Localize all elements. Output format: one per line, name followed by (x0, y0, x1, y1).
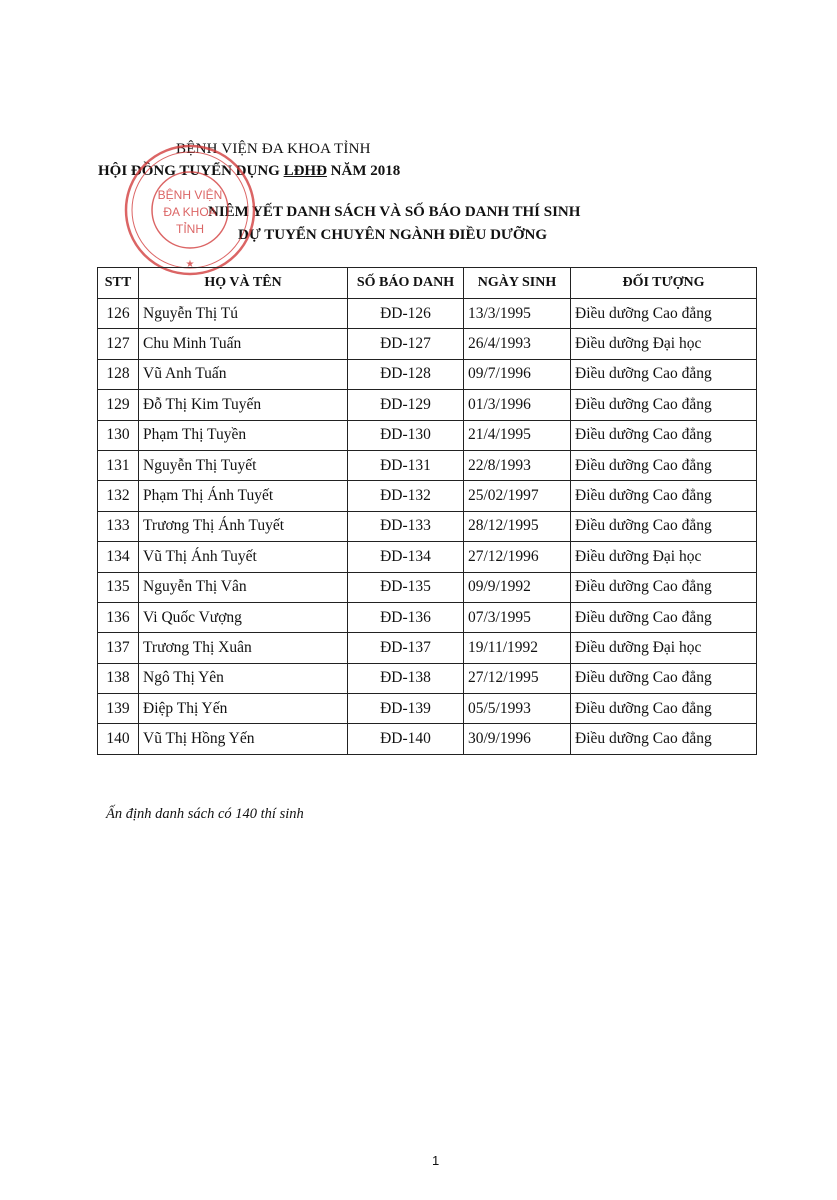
cell-category: Điều dưỡng Cao đẳng (571, 299, 757, 329)
cell-candidate-number: ĐD-127 (348, 329, 464, 359)
cell-name: Ngô Thị Yên (139, 663, 348, 693)
cell-stt: 126 (98, 299, 139, 329)
cell-name: Chu Minh Tuấn (139, 329, 348, 359)
cell-stt: 128 (98, 359, 139, 389)
table-row (98, 359, 757, 389)
table-row (98, 633, 757, 663)
cell-birthdate: 05/5/1993 (464, 694, 571, 724)
candidate-table (97, 267, 757, 755)
table-row (98, 663, 757, 693)
council-abbrev: LĐHĐ (283, 163, 327, 179)
cell-stt: 130 (98, 420, 139, 450)
cell-stt: 139 (98, 694, 139, 724)
cell-category: Điều dưỡng Cao đẳng (571, 390, 757, 420)
cell-candidate-number: ĐD-134 (348, 542, 464, 572)
cell-name: Phạm Thị Tuyền (139, 420, 348, 450)
cell-category: Điều dưỡng Cao đẳng (571, 481, 757, 511)
page-number: 1 (432, 1153, 440, 1168)
cell-stt: 129 (98, 390, 139, 420)
cell-stt: 138 (98, 663, 139, 693)
cell-name: Vũ Thị Hồng Yến (139, 724, 348, 754)
table-row (98, 724, 757, 754)
cell-birthdate: 25/02/1997 (464, 481, 571, 511)
cell-category: Điều dưỡng Đại học (571, 329, 757, 359)
cell-category: Điều dưỡng Cao đẳng (571, 359, 757, 389)
stamp-text-2: ĐA KHOA (163, 205, 217, 219)
cell-stt: 137 (98, 633, 139, 663)
cell-birthdate: 07/3/1995 (464, 602, 571, 632)
organization-name: BỆNH VIỆN ĐA KHOA TỈNH (176, 141, 371, 157)
official-stamp (120, 140, 260, 280)
col-header-name: HỌ VÀ TÊN (139, 268, 348, 299)
cell-birthdate: 28/12/1995 (464, 511, 571, 541)
table-row (98, 329, 757, 359)
cell-name: Vi Quốc Vượng (139, 602, 348, 632)
cell-candidate-number: ĐD-132 (348, 481, 464, 511)
cell-category: Điều dưỡng Cao đẳng (571, 663, 757, 693)
cell-category: Điều dưỡng Đại học (571, 542, 757, 572)
cell-name: Trương Thị Xuân (139, 633, 348, 663)
cell-name: Phạm Thị Ánh Tuyết (139, 481, 348, 511)
cell-candidate-number: ĐD-128 (348, 359, 464, 389)
cell-category: Điều dưỡng Cao đẳng (571, 602, 757, 632)
cell-birthdate: 26/4/1993 (464, 329, 571, 359)
cell-candidate-number: ĐD-126 (348, 299, 464, 329)
col-header-category: ĐỐI TƯỢNG (571, 268, 757, 299)
col-header-candidate-number: SỐ BÁO DANH (348, 268, 464, 299)
cell-candidate-number: ĐD-140 (348, 724, 464, 754)
table-row (98, 420, 757, 450)
cell-category: Điều dưỡng Cao đẳng (571, 694, 757, 724)
cell-candidate-number: ĐD-130 (348, 420, 464, 450)
cell-birthdate: 19/11/1992 (464, 633, 571, 663)
cell-name: Vũ Thị Ánh Tuyết (139, 542, 348, 572)
cell-name: Nguyễn Thị Tuyết (139, 450, 348, 480)
cell-category: Điều dưỡng Cao đẳng (571, 572, 757, 602)
cell-category: Điều dưỡng Cao đẳng (571, 724, 757, 754)
cell-category: Điều dưỡng Cao đẳng (571, 450, 757, 480)
council-suffix: NĂM 2018 (326, 163, 401, 179)
table-row (98, 602, 757, 632)
table-row (98, 450, 757, 480)
col-header-stt: STT (98, 268, 139, 299)
council-prefix: HỘI ĐỒNG TUYỂN DỤNG (98, 163, 284, 179)
cell-stt: 136 (98, 602, 139, 632)
table-row (98, 390, 757, 420)
cell-name: Nguyễn Thị Vân (139, 572, 348, 602)
cell-stt: 131 (98, 450, 139, 480)
cell-name: Đỗ Thị Kim Tuyến (139, 390, 348, 420)
cell-stt: 134 (98, 542, 139, 572)
cell-stt: 132 (98, 481, 139, 511)
cell-birthdate: 01/3/1996 (464, 390, 571, 420)
cell-stt: 133 (98, 511, 139, 541)
cell-birthdate: 27/12/1996 (464, 542, 571, 572)
col-header-birthdate: NGÀY SINH (464, 268, 571, 299)
cell-candidate-number: ĐD-136 (348, 602, 464, 632)
stamp-text-3: TỈNH (176, 222, 204, 236)
cell-birthdate: 27/12/1995 (464, 663, 571, 693)
cell-candidate-number: ĐD-131 (348, 450, 464, 480)
cell-category: Điều dưỡng Cao đẳng (571, 420, 757, 450)
document-title-line1: NIÊM YẾT DANH SÁCH VÀ SỐ BÁO DANH THÍ SINH (208, 204, 581, 220)
cell-category: Điều dưỡng Cao đẳng (571, 511, 757, 541)
table-row (98, 481, 757, 511)
stamp-star: ★ (185, 259, 195, 270)
table-row (98, 511, 757, 541)
cell-category: Điều dưỡng Đại học (571, 633, 757, 663)
stamp-text-1: BỆNH VIỆN (157, 188, 223, 202)
cell-candidate-number: ĐD-138 (348, 663, 464, 693)
table-row (98, 542, 757, 572)
cell-birthdate: 22/8/1993 (464, 450, 571, 480)
cell-birthdate: 13/3/1995 (464, 299, 571, 329)
cell-candidate-number: ĐD-135 (348, 572, 464, 602)
table-row (98, 299, 757, 329)
table-header-row (98, 268, 757, 299)
cell-name: Vũ Anh Tuấn (139, 359, 348, 389)
cell-stt: 127 (98, 329, 139, 359)
document-title-line2: DỰ TUYỂN CHUYÊN NGÀNH ĐIỀU DƯỠNG (238, 227, 548, 243)
list-note: Ấn định danh sách có 140 thí sinh (106, 806, 304, 822)
cell-birthdate: 21/4/1995 (464, 420, 571, 450)
cell-stt: 140 (98, 724, 139, 754)
cell-candidate-number: ĐD-137 (348, 633, 464, 663)
cell-name: Nguyễn Thị Tú (139, 299, 348, 329)
cell-candidate-number: ĐD-139 (348, 694, 464, 724)
cell-name: Trương Thị Ánh Tuyết (139, 511, 348, 541)
cell-birthdate: 30/9/1996 (464, 724, 571, 754)
cell-name: Điệp Thị Yến (139, 694, 348, 724)
cell-birthdate: 09/9/1992 (464, 572, 571, 602)
cell-candidate-number: ĐD-133 (348, 511, 464, 541)
cell-stt: 135 (98, 572, 139, 602)
cell-birthdate: 09/7/1996 (464, 359, 571, 389)
table-row (98, 694, 757, 724)
cell-candidate-number: ĐD-129 (348, 390, 464, 420)
table-row (98, 572, 757, 602)
